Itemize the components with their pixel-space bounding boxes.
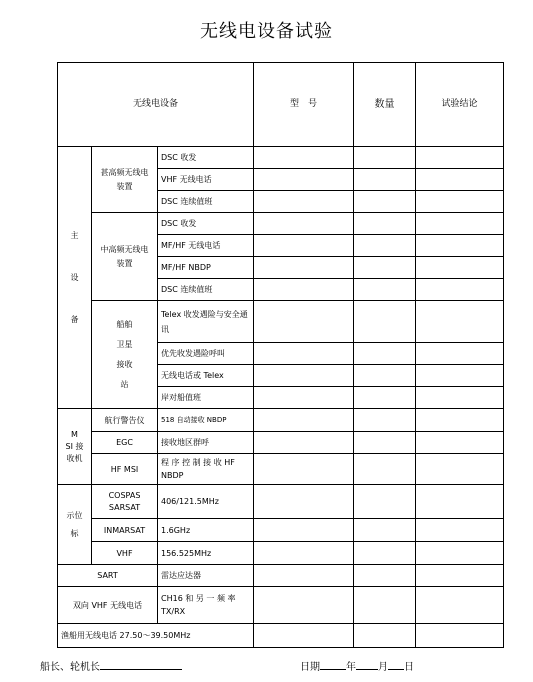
group-name-line: 船舶 (116, 319, 133, 329)
item-label: DSC 收发 (158, 147, 254, 169)
group-name-line: 站 (120, 379, 129, 389)
date-label: 日期 (300, 662, 320, 673)
msi-label-line: M (71, 429, 78, 439)
position-name: COSPAS SARSAT (92, 485, 158, 519)
model-cell[interactable] (254, 519, 354, 542)
page-title: 无线电设备试验 (200, 21, 333, 42)
quantity-cell[interactable] (354, 343, 416, 365)
twoway-vhf-name: 双向 VHF 无线电话 (58, 587, 158, 624)
item-label: 优先收发遇险呼叫 (158, 343, 254, 365)
item-label: MF/HF NBDP (158, 257, 254, 279)
captain-signature-line (40, 658, 182, 673)
model-cell[interactable] (254, 485, 354, 519)
item-label: DSC 连续值班 (158, 191, 254, 213)
msi-name: HF MSI (92, 454, 158, 485)
quantity-cell[interactable] (354, 432, 416, 454)
main-label-char: 备 (70, 314, 79, 324)
day-field[interactable] (388, 659, 404, 670)
model-cell[interactable] (254, 587, 354, 624)
position-label-line: 示位 (66, 510, 83, 520)
item-label: 接收地区群呼 (158, 432, 254, 454)
quantity-cell[interactable] (354, 454, 416, 485)
item-label: 1.6GHz (158, 519, 254, 542)
conclusion-cell[interactable] (416, 454, 504, 485)
item-label: CH16 和 另 一 频 率 TX/RX (158, 587, 254, 624)
quantity-cell[interactable] (354, 565, 416, 587)
conclusion-cell[interactable] (416, 624, 504, 648)
group-name-line: 卫星 (116, 339, 133, 349)
conclusion-cell[interactable] (416, 213, 504, 235)
header-conclusion: 试验结论 (416, 63, 504, 147)
header-model: 型 号 (254, 63, 354, 147)
radio-equipment-test-table (57, 62, 504, 648)
quantity-cell[interactable] (354, 257, 416, 279)
main-label-char: 主 (70, 230, 79, 240)
conclusion-cell[interactable] (416, 542, 504, 565)
quantity-cell[interactable] (354, 624, 416, 648)
group-vhf-name: 甚高频无线电装置 (92, 147, 158, 213)
model-cell[interactable] (254, 365, 354, 387)
model-cell[interactable] (254, 624, 354, 648)
msi-label-line: 收机 (66, 453, 83, 463)
month-label: 月 (378, 662, 388, 673)
item-label: 程 序 控 制 接 收 HF NBDP (158, 454, 254, 485)
position-name: VHF (92, 542, 158, 565)
model-cell[interactable] (254, 542, 354, 565)
header-equipment: 无线电设备 (58, 63, 254, 147)
conclusion-cell[interactable] (416, 191, 504, 213)
conclusion-cell[interactable] (416, 257, 504, 279)
month-field[interactable] (356, 659, 378, 670)
conclusion-cell[interactable] (416, 387, 504, 409)
conclusion-cell[interactable] (416, 485, 504, 519)
model-cell[interactable] (254, 565, 354, 587)
item-label: 156.525MHz (158, 542, 254, 565)
quantity-cell[interactable] (354, 365, 416, 387)
model-cell[interactable] (254, 191, 354, 213)
conclusion-cell[interactable] (416, 147, 504, 169)
model-cell[interactable] (254, 279, 354, 301)
item-label: 雷达应达器 (158, 565, 254, 587)
item-label: VHF 无线电话 (158, 169, 254, 191)
item-label: 无线电话或 Telex (158, 365, 254, 387)
conclusion-cell[interactable] (416, 301, 504, 343)
quantity-cell[interactable] (354, 147, 416, 169)
fishing-radio-name: 渔船用无线电话 27.50～39.50MHz (58, 624, 254, 648)
quantity-cell[interactable] (354, 169, 416, 191)
model-cell[interactable] (254, 213, 354, 235)
group-satellite-name (92, 301, 158, 409)
msi-label (58, 409, 92, 485)
conclusion-cell[interactable] (416, 365, 504, 387)
conclusion-cell[interactable] (416, 432, 504, 454)
item-label: MF/HF 无线电话 (158, 235, 254, 257)
conclusion-cell[interactable] (416, 343, 504, 365)
model-cell[interactable] (254, 169, 354, 191)
model-cell[interactable] (254, 432, 354, 454)
msi-label-line: SI 接 (65, 441, 84, 451)
conclusion-cell[interactable] (416, 409, 504, 432)
quantity-cell[interactable] (354, 387, 416, 409)
main-equipment-label (58, 147, 92, 409)
conclusion-cell[interactable] (416, 587, 504, 624)
quantity-cell[interactable] (354, 279, 416, 301)
date-line (300, 658, 414, 673)
item-label: Telex 收发遇险与安全通讯 (158, 301, 254, 343)
quantity-cell[interactable] (354, 235, 416, 257)
quantity-cell[interactable] (354, 191, 416, 213)
captain-label: 船长、轮机长 (40, 662, 100, 673)
year-field[interactable] (320, 659, 346, 670)
conclusion-cell[interactable] (416, 279, 504, 301)
item-label: DSC 收发 (158, 213, 254, 235)
model-cell[interactable] (254, 387, 354, 409)
quantity-cell[interactable] (354, 301, 416, 343)
item-label: 岸对船值班 (158, 387, 254, 409)
model-cell[interactable] (254, 301, 354, 343)
model-cell[interactable] (254, 235, 354, 257)
conclusion-cell[interactable] (416, 565, 504, 587)
sart-name: SART (58, 565, 158, 587)
msi-name: EGC (92, 432, 158, 454)
model-cell[interactable] (254, 147, 354, 169)
position-name: INMARSAT (92, 519, 158, 542)
item-label: DSC 连续值班 (158, 279, 254, 301)
conclusion-cell[interactable] (416, 235, 504, 257)
position-label (58, 485, 92, 565)
conclusion-cell[interactable] (416, 169, 504, 191)
group-name-line: 接收 (116, 359, 133, 369)
msi-name: 航行警告仪 (92, 409, 158, 432)
header-quantity: 数量 (354, 63, 416, 147)
quantity-cell[interactable] (354, 542, 416, 565)
model-cell[interactable] (254, 343, 354, 365)
model-cell[interactable] (254, 454, 354, 485)
captain-signature-field[interactable] (100, 659, 182, 670)
quantity-cell[interactable] (354, 519, 416, 542)
position-label-line: 标 (70, 528, 79, 538)
conclusion-cell[interactable] (416, 519, 504, 542)
group-mfhf-name: 中高频无线电装置 (92, 213, 158, 301)
item-label: 518 自动接收 NBDP (158, 409, 254, 432)
model-cell[interactable] (254, 257, 354, 279)
main-label-char: 设 (70, 272, 79, 282)
quantity-cell[interactable] (354, 409, 416, 432)
quantity-cell[interactable] (354, 587, 416, 624)
quantity-cell[interactable] (354, 485, 416, 519)
model-cell[interactable] (254, 409, 354, 432)
day-label: 日 (404, 662, 414, 673)
year-label: 年 (346, 662, 356, 673)
item-label: 406/121.5MHz (158, 485, 254, 519)
quantity-cell[interactable] (354, 213, 416, 235)
